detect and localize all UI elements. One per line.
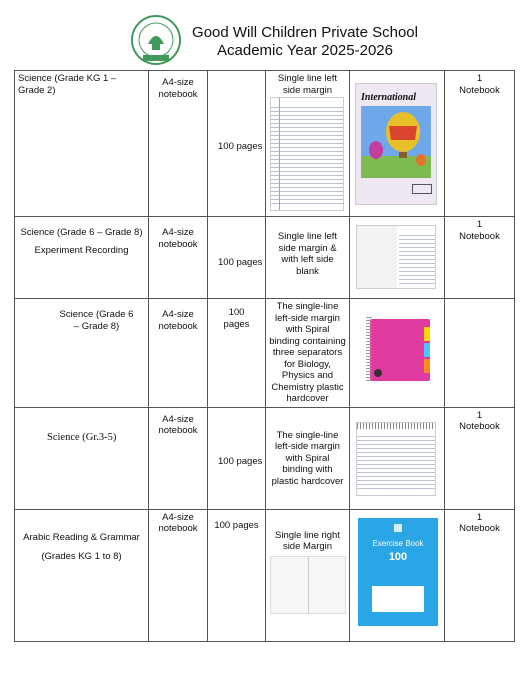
cover-pages: 100 — [388, 550, 408, 563]
table-row — [15, 299, 515, 408]
subject-cell — [15, 217, 149, 299]
subject-text: Science (Gr.3-5) — [47, 431, 117, 443]
quantity-cell — [445, 299, 515, 408]
subject-text: Arabic Reading & Grammar — [23, 531, 140, 543]
cover-title: International — [361, 92, 417, 103]
description-cell — [266, 71, 350, 217]
size-cell — [149, 299, 208, 408]
subject-cell — [15, 71, 149, 217]
description-cell — [266, 407, 350, 509]
size-text: A4-size notebook — [158, 511, 198, 534]
quantity-cell — [445, 509, 515, 641]
subject-text: Science (Grade 6 – Grade 8) — [59, 309, 134, 332]
description-text: Single line right side Margin — [275, 529, 340, 552]
subject-cell — [15, 509, 149, 641]
size-cell — [149, 217, 208, 299]
subject-cell — [15, 299, 149, 408]
school-name: Good Will Children Private School — [192, 24, 418, 41]
subject-text: Science (Grade 6 – Grade 8) — [20, 227, 143, 238]
size-text: A4-size notebook — [158, 77, 198, 100]
table-row — [15, 71, 515, 217]
subject-subtext: (Grades KG 1 to 8) — [41, 551, 122, 562]
size-text: A4-size notebook — [158, 309, 198, 332]
pages-cell — [208, 509, 266, 641]
quantity-cell — [445, 71, 515, 217]
spiral-notebook-separators-image — [362, 317, 432, 383]
cover-cell — [350, 407, 445, 509]
supplies-table — [14, 70, 515, 642]
exercise-book-cover — [358, 518, 438, 626]
description-text: Single line left side margin & with left side blank — [277, 231, 338, 277]
pages-text: 100 pages — [218, 141, 263, 152]
cover-cell — [350, 509, 445, 641]
description-cell — [266, 299, 350, 408]
open-blank-notebook-image — [270, 556, 346, 614]
pages-text: 100 pages — [223, 307, 250, 330]
lined-page-image — [270, 97, 344, 211]
pages-cell — [208, 407, 266, 509]
pages-text: 100 pages — [218, 257, 263, 268]
table-row — [15, 509, 515, 641]
description-text: The single-line left-side margin with Spiral binding containing three separators for Biology, Physics and Chemistry plastic hardcover — [269, 301, 346, 404]
size-cell — [149, 71, 208, 217]
description-text: Single line left side margin — [277, 73, 338, 96]
pages-cell — [208, 217, 266, 299]
table-row — [15, 217, 515, 299]
school-logo — [130, 14, 182, 66]
pages-cell — [208, 299, 266, 408]
subject-cell — [15, 407, 149, 509]
description-cell — [266, 509, 350, 641]
quantity-text: 1 Notebook — [459, 511, 500, 534]
pages-cell — [208, 71, 266, 217]
subject-text: Science (Grade KG 1 – Grade 2) — [18, 73, 117, 96]
subject-subtext: Experiment Recording — [34, 244, 129, 256]
academic-year: Academic Year 2025-2026 — [217, 42, 393, 59]
description-cell — [266, 217, 350, 299]
open-lined-notebook-image — [356, 225, 436, 289]
quantity-text: 1 Notebook — [459, 219, 500, 242]
page-header — [0, 0, 527, 70]
cover-title: Exercise Book — [372, 538, 424, 548]
quantity-cell — [445, 407, 515, 509]
pages-text: 100 pages — [218, 455, 263, 467]
cover-cell — [350, 71, 445, 217]
size-text: A4-size notebook — [158, 413, 198, 436]
quantity-text: 1 Notebook — [459, 73, 500, 96]
hot-air-balloons-image — [361, 106, 431, 178]
school-title — [190, 24, 420, 60]
cover-cell — [350, 217, 445, 299]
size-text: A4-size notebook — [158, 227, 198, 250]
size-cell — [149, 407, 208, 509]
spiral-lined-notebook-image — [356, 422, 436, 496]
size-cell — [149, 509, 208, 641]
description-text: The single-line left-side margin with Spiral binding with plastic hardcover — [271, 429, 344, 487]
quantity-text: 1 Notebook — [459, 409, 500, 432]
international-notebook-cover — [355, 83, 437, 205]
pages-text: 100 pages — [214, 519, 259, 531]
cover-cell — [350, 299, 445, 408]
quantity-cell — [445, 217, 515, 299]
table-row — [15, 407, 515, 509]
